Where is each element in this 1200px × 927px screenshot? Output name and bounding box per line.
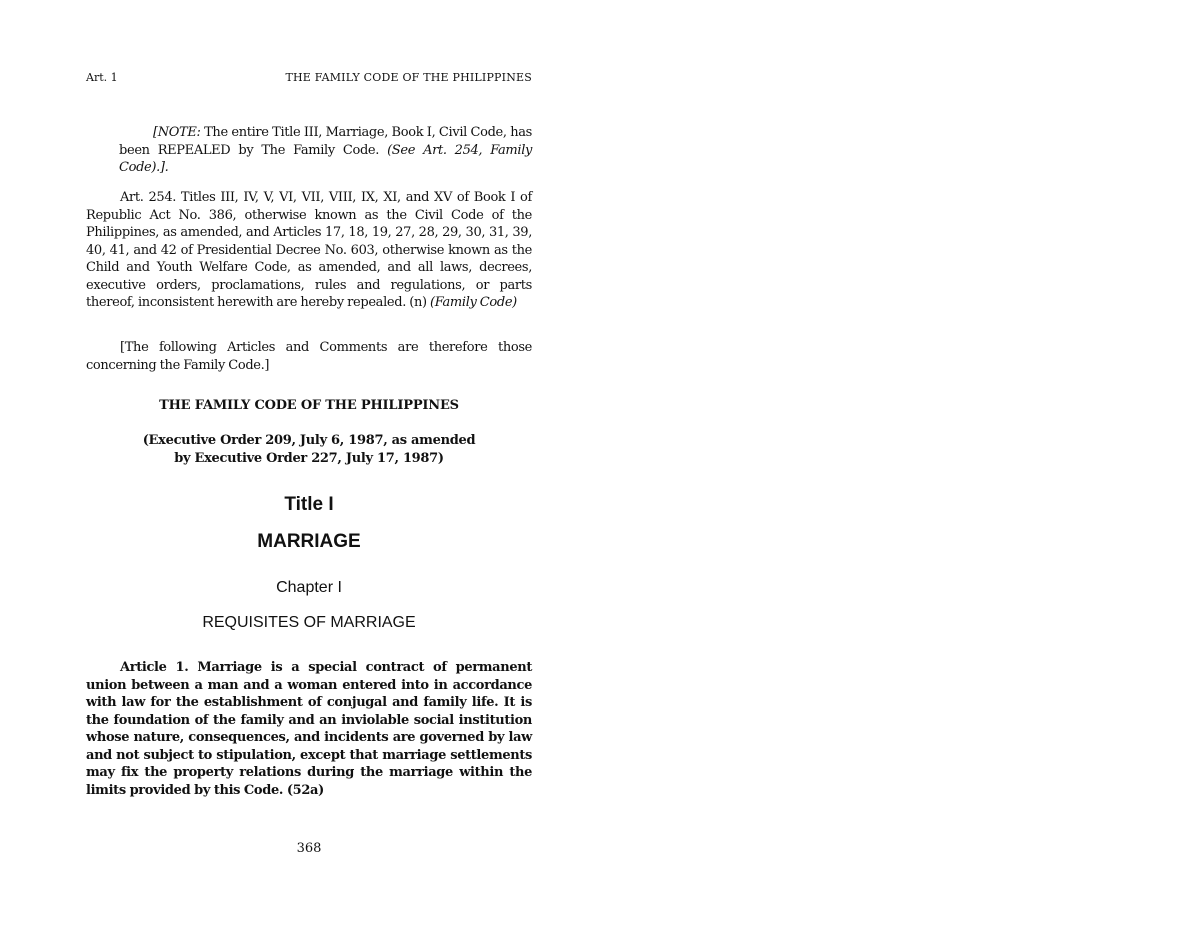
note-paragraph — [119, 124, 532, 177]
page-number: 368 — [296, 841, 322, 856]
header-book-title: THE FAMILY CODE OF THE PHILIPPINES — [285, 71, 532, 84]
header-article-reference: Art. 1 — [86, 71, 118, 84]
executive-order-line-1: (Executive Order 209, July 6, 1987, as amended — [142, 433, 476, 448]
code-title-heading: THE FAMILY CODE OF THE PHILIPPINES — [159, 398, 459, 413]
article-254-paragraph — [86, 189, 532, 312]
title-name-heading: MARRIAGE — [257, 531, 361, 552]
chapter-name-heading: REQUISITES OF MARRIAGE — [202, 614, 416, 631]
executive-order-heading — [86, 432, 532, 467]
note-label: [NOTE: — [153, 125, 201, 140]
note-text: The entire Title III, Marriage, Book I, Civil Code, has been REPEALED by The Family Code. — [119, 125, 532, 158]
repeal-note — [119, 124, 532, 177]
book-page — [86, 0, 532, 927]
title-heading: Title I — [284, 494, 334, 515]
article-1-paragraph: Article 1. Marriage is a special contract of permanent union between a man and a woman entered into in accordance with law for the establishment of conjugal and family life. It is the foundation of the family and an inviolable social institution whose nature, consequences, and incidents are governed by law and not subject to stipulation, except that marriage settlements may fix the property relations during the marriage within the limits provided by this Code. (52a) — [86, 660, 532, 798]
note-see-reference: (See Art. 254, Family Code).]. — [119, 142, 532, 175]
executive-order-line-2: by Executive Order 227, July 17, 1987) — [174, 450, 444, 466]
following-articles-note: [The following Articles and Comments are therefore those concerning the Family Code.] — [86, 340, 532, 373]
article-254-source: (Family Code) — [430, 295, 517, 310]
chapter-heading: Chapter I — [276, 579, 342, 596]
article-254-text: Art. 254. Titles III, IV, V, VI, VII, VIII, IX, XI, and XV of Book I of Republic Act No. 386, otherwise known as the Civil Code of the Philippines, as amended, and Articles 17, 18, 19, 27, 28, 29, 30, 31, 39, 40, 41, and 42 of Presidential Decree No. 603, otherwise known as the Child and Youth Welfare Code, as amended, and all laws, decrees, executive orders, proclamations, rules and regulations, or parts thereof, inconsistent herewith are hereby repealed. (n) — [86, 190, 532, 310]
